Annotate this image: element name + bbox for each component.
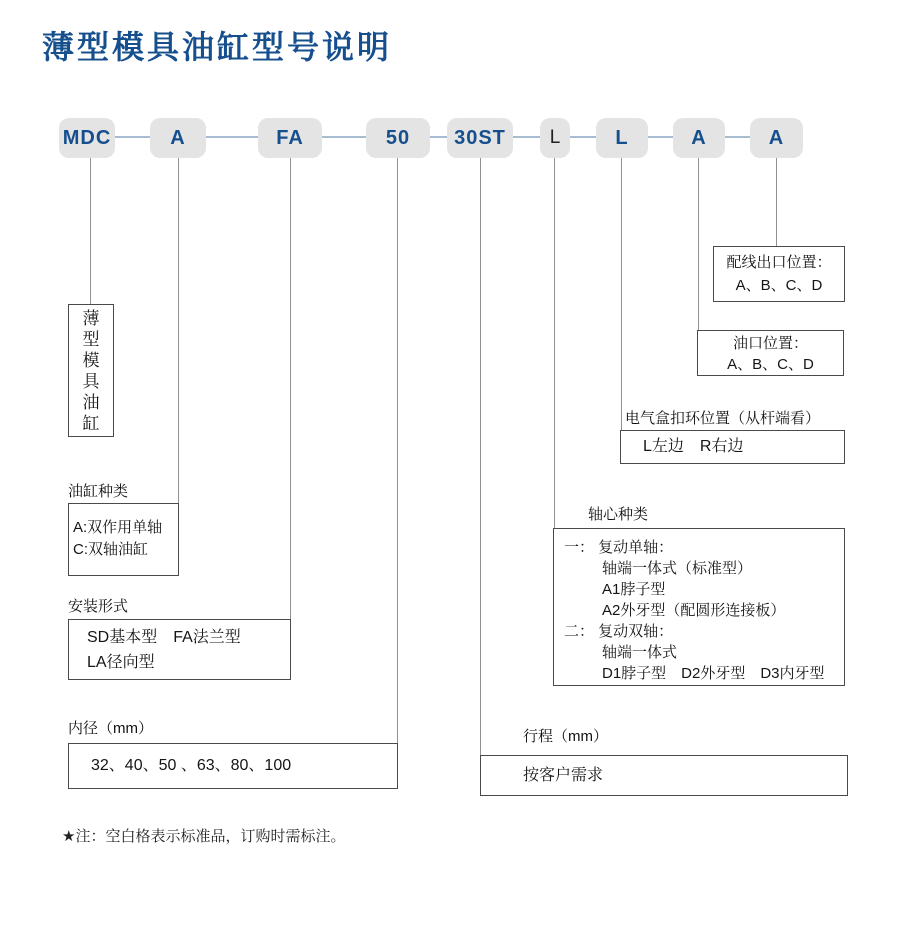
shaft-type-line: 一： 复动单轴： xyxy=(564,539,674,556)
product-char: 型 xyxy=(82,329,100,349)
shaft-type-line: A1脖子型 xyxy=(602,581,666,598)
shaft-type-label: 轴心种类 xyxy=(588,506,649,523)
wiring-outlet-box xyxy=(713,246,845,302)
product-name-box xyxy=(68,304,114,437)
shaft-type-line: 轴端一体式（标准型） xyxy=(602,560,753,577)
leader-line-bore xyxy=(397,158,398,743)
wiring-outlet-title: 配线出口位置： xyxy=(726,254,832,271)
shaft-type-box xyxy=(553,528,845,686)
footnote: ★注：空白格表示标准品，订购时需标注。 xyxy=(62,828,346,845)
electric-box-box xyxy=(620,430,845,464)
oil-port-box xyxy=(697,330,844,376)
connector-line xyxy=(115,136,150,138)
cylinder-type-option: A:双作用单轴 xyxy=(73,519,163,536)
mounting-label: 安装形式 xyxy=(68,598,129,615)
page-title: 薄型模具油缸型号说明 xyxy=(42,29,393,65)
connector-line xyxy=(570,136,596,138)
connector-line xyxy=(206,136,258,138)
leader-line-cylinder-type xyxy=(178,158,179,503)
leader-line-shaft xyxy=(554,158,555,528)
code-segment-mounting: FA xyxy=(258,118,322,158)
code-segment-bore: 50 xyxy=(366,118,430,158)
product-char: 模 xyxy=(82,350,100,370)
wiring-outlet-options: A、B、C、D xyxy=(735,277,823,294)
leader-line-electric-box xyxy=(621,158,622,430)
leader-line-mounting xyxy=(290,158,291,619)
product-char: 薄 xyxy=(82,308,100,328)
shaft-type-line: 轴端一体式 xyxy=(602,644,678,661)
connector-line xyxy=(513,136,540,138)
stroke-value: 按客户需求 xyxy=(523,767,604,784)
connector-line xyxy=(725,136,750,138)
electric-box-label: 电气盒扣环位置（从杆端看） xyxy=(625,410,821,427)
leader-line-stroke xyxy=(480,158,481,755)
product-char: 缸 xyxy=(82,413,100,433)
stroke-label: 行程（mm） xyxy=(523,728,608,745)
code-segment-cylinder-type: A xyxy=(150,118,206,158)
code-segment-stroke: 30ST xyxy=(447,118,513,158)
shaft-type-line: 二： 复动双轴： xyxy=(564,623,674,640)
cylinder-type-box xyxy=(68,503,179,576)
product-char: 油 xyxy=(82,392,100,412)
cylinder-type-label: 油缸种类 xyxy=(68,483,129,500)
leader-line-wiring-outlet xyxy=(776,158,777,246)
leader-line-oil-port xyxy=(698,158,699,330)
shaft-type-line: D1脖子型 D2外牙型 D3内牙型 xyxy=(602,665,825,682)
code-segment-electric-box: L xyxy=(596,118,648,158)
code-segment-oil-port: A xyxy=(673,118,725,158)
cylinder-type-option: C:双轴油缸 xyxy=(73,541,149,558)
connector-line xyxy=(322,136,366,138)
shaft-type-line: A2外牙型（配圆形连接板） xyxy=(602,602,786,619)
electric-box-value: L左边 R右边 xyxy=(643,438,744,455)
mounting-option: LA径向型 xyxy=(87,654,155,671)
bore-label: 内径（mm） xyxy=(68,720,153,737)
mounting-box xyxy=(68,619,291,680)
stroke-box xyxy=(480,755,848,796)
leader-line-series xyxy=(90,158,91,304)
bore-values: 32、40、50 、63、80、100 xyxy=(91,757,292,774)
oil-port-options: A、B、C、D xyxy=(727,356,814,373)
connector-line xyxy=(430,136,447,138)
product-char: 具 xyxy=(82,371,100,391)
code-segment-shaft: L xyxy=(540,118,570,158)
code-segment-series: MDC xyxy=(59,118,115,158)
oil-port-title: 油口位置： xyxy=(732,335,808,352)
code-segment-wiring-outlet: A xyxy=(750,118,803,158)
connector-line xyxy=(648,136,673,138)
mounting-option: SD基本型 FA法兰型 xyxy=(87,629,241,646)
bore-box xyxy=(68,743,398,789)
